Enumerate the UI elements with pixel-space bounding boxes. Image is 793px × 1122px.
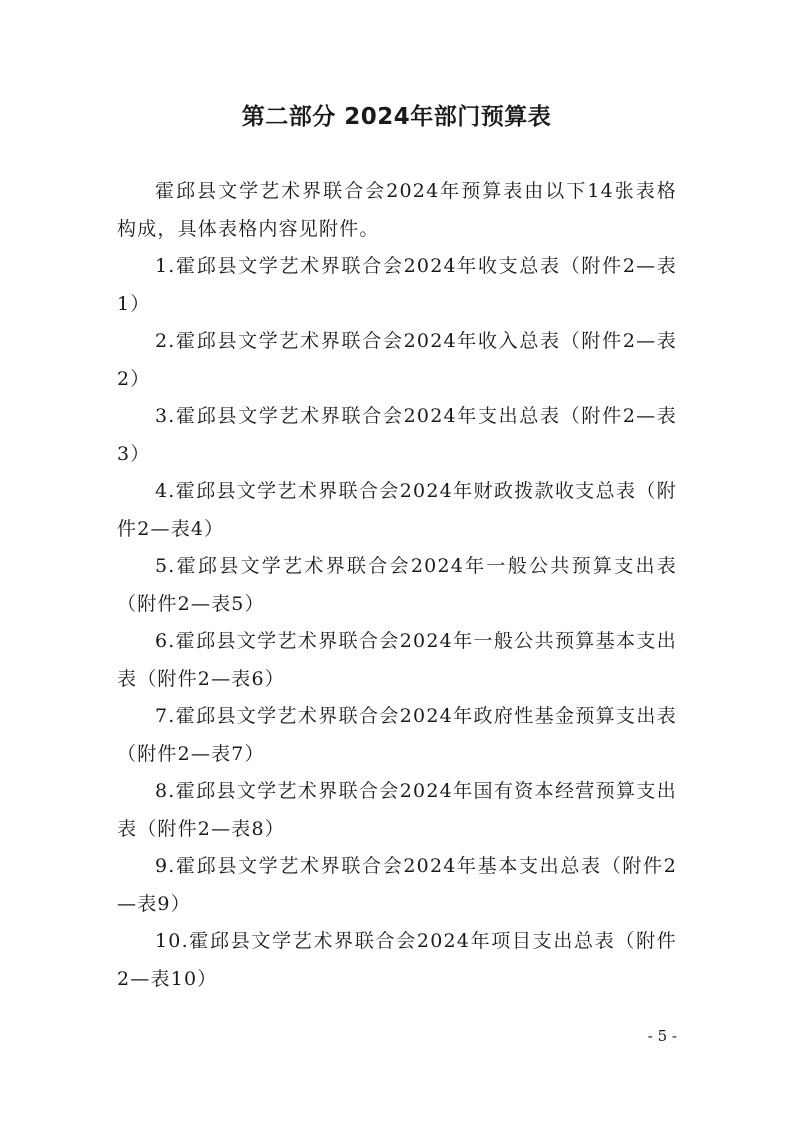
list-item: 1.霍邱县文学艺术界联合会2024年收支总表（附件2—表1） (117, 255, 677, 315)
intro-paragraph: 霍邱县文学艺术界联合会2024年预算表由以下14张表格构成，具体表格内容见附件。 (117, 180, 677, 240)
list-item: 9.霍邱县文学艺术界联合会2024年基本支出总表（附件2—表9） (117, 855, 677, 915)
page-title: 第二部分 2024年部门预算表 (241, 104, 552, 130)
list-item: 4.霍邱县文学艺术界联合会2024年财政拨款收支总表（附件2—表4） (117, 480, 677, 540)
list-item: 10.霍邱县文学艺术界联合会2024年项目支出总表（附件2—表10） (117, 930, 677, 990)
document-body (117, 173, 677, 998)
list-item: 5.霍邱县文学艺术界联合会2024年一般公共预算支出表（附件2—表5） (117, 555, 677, 615)
list-item: 7.霍邱县文学艺术界联合会2024年政府性基金预算支出表（附件2—表7） (117, 705, 677, 765)
list-item: 3.霍邱县文学艺术界联合会2024年支出总表（附件2—表3） (117, 405, 677, 465)
list-item: 8.霍邱县文学艺术界联合会2024年国有资本经营预算支出表（附件2—表8） (117, 780, 677, 840)
list-item: 6.霍邱县文学艺术界联合会2024年一般公共预算基本支出表（附件2—表6） (117, 630, 677, 690)
page-number: - 5 - (647, 1027, 677, 1045)
list-item: 2.霍邱县文学艺术界联合会2024年收入总表（附件2—表2） (117, 330, 677, 390)
